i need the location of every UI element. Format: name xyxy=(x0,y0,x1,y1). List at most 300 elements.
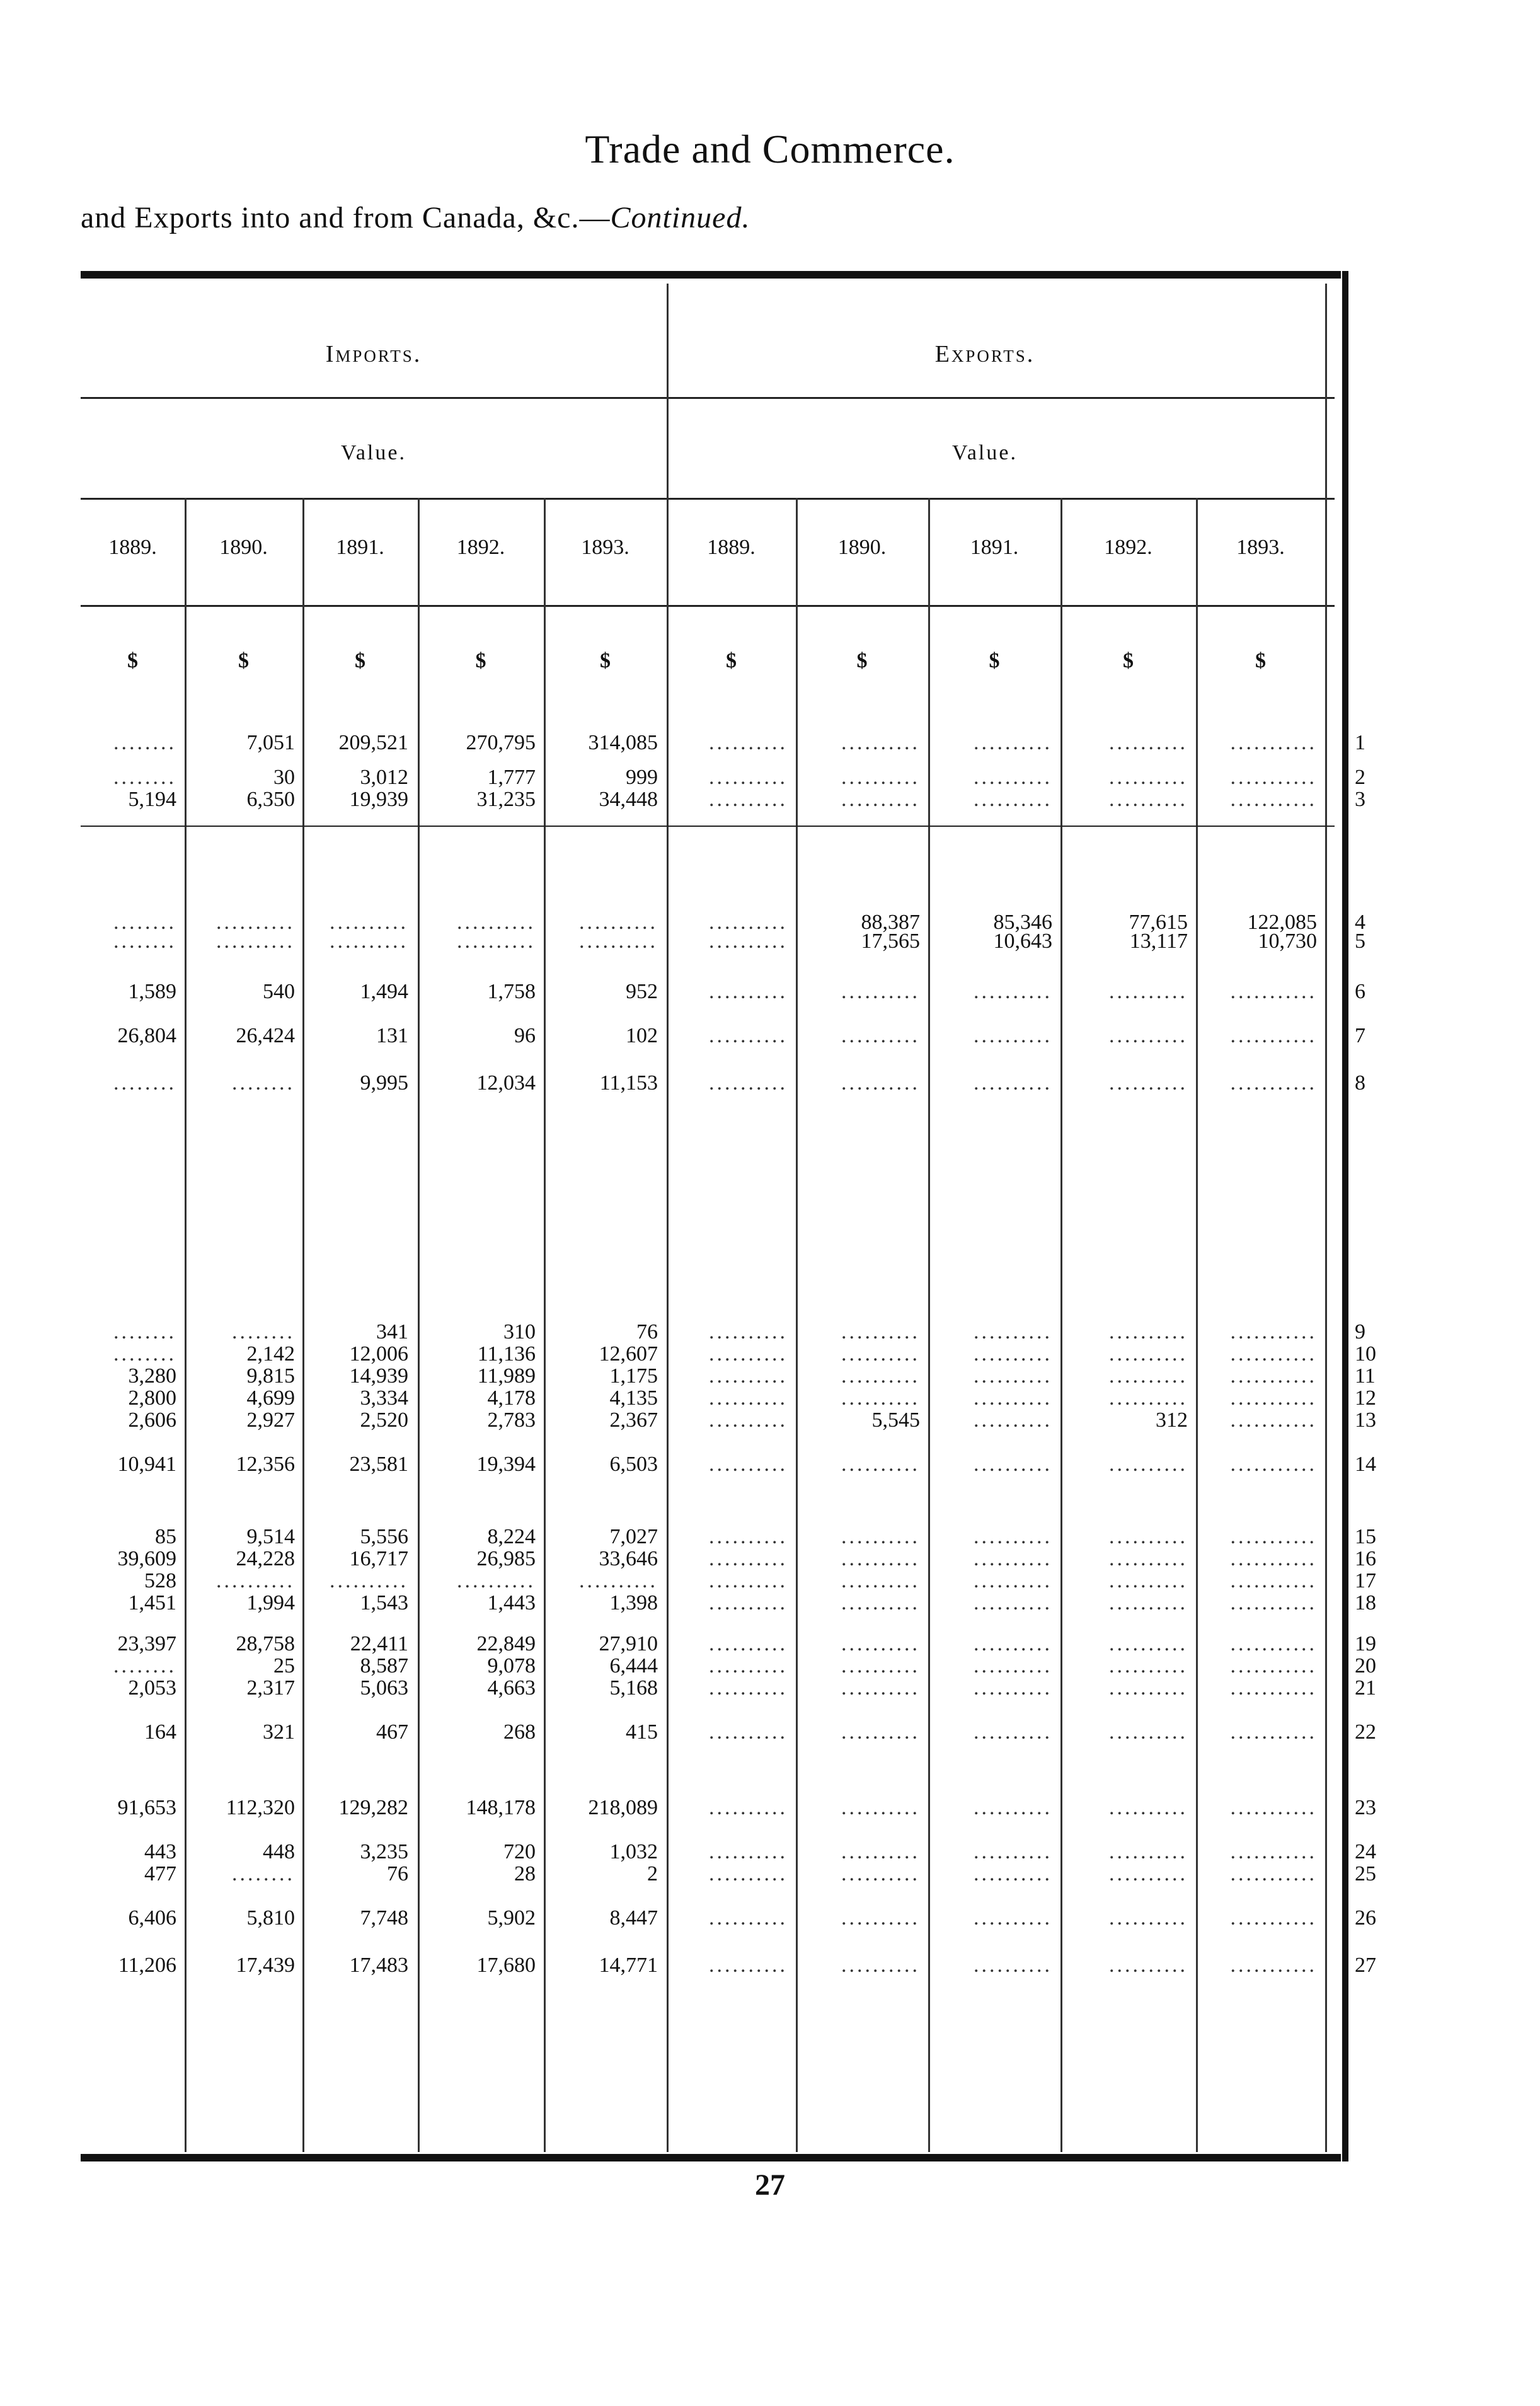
empty-cell-leader: .......... xyxy=(709,1862,788,1885)
empty-cell-leader: .......... xyxy=(974,1840,1052,1863)
value-cell: 12,006 xyxy=(349,1342,408,1366)
empty-cell-leader: .......... xyxy=(709,1364,788,1388)
empty-cell-leader: .......... xyxy=(1109,1024,1188,1047)
row-number: 23 xyxy=(1355,1796,1376,1819)
export-year-1890: 1890. xyxy=(837,536,887,559)
empty-cell-leader: ........... xyxy=(1230,766,1317,789)
value-cell: 19,394 xyxy=(476,1453,536,1476)
value-cell: 11,136 xyxy=(477,1342,536,1366)
table-top-rule xyxy=(81,271,1341,279)
value-cell: 96 xyxy=(514,1024,536,1047)
empty-cell-leader: .......... xyxy=(709,1408,788,1432)
caption-continued: Continued. xyxy=(610,201,750,234)
empty-cell-leader: .......... xyxy=(709,1840,788,1863)
value-cell: 31,235 xyxy=(476,788,536,811)
empty-cell-leader: .......... xyxy=(709,980,788,1003)
empty-cell-leader: .......... xyxy=(841,1453,920,1476)
empty-cell-leader: ........ xyxy=(113,1071,176,1095)
empty-cell-leader: ........... xyxy=(1230,1654,1317,1678)
value-cell: 112,320 xyxy=(226,1796,295,1819)
value-cell: 9,514 xyxy=(246,1525,295,1548)
empty-cell-leader: ........... xyxy=(1230,1386,1317,1410)
value-cell: 6,503 xyxy=(609,1453,658,1476)
empty-cell-leader: ........ xyxy=(232,1862,295,1885)
empty-cell-leader: .......... xyxy=(974,1632,1052,1655)
empty-cell-leader: .......... xyxy=(1109,1862,1188,1885)
row-number: 26 xyxy=(1355,1906,1376,1930)
empty-cell-leader: .......... xyxy=(841,1862,920,1885)
empty-cell-leader: .......... xyxy=(216,930,295,953)
empty-cell-leader: ........ xyxy=(113,1342,176,1366)
value-cell: 11,153 xyxy=(599,1071,658,1095)
value-cell: 8,447 xyxy=(609,1906,658,1930)
empty-cell-leader: .......... xyxy=(1109,1906,1188,1930)
currency-label: $ xyxy=(1123,649,1134,672)
value-cell: 443 xyxy=(144,1840,176,1863)
value-cell: 270,795 xyxy=(466,731,536,754)
value-cell: 5,194 xyxy=(128,788,176,811)
empty-cell-leader: .......... xyxy=(841,1569,920,1592)
empty-cell-leader: .......... xyxy=(709,930,788,953)
row-number: 21 xyxy=(1355,1676,1376,1700)
exports-header: Exports. xyxy=(934,341,1035,367)
empty-cell-leader: .......... xyxy=(1109,1954,1188,1977)
empty-cell-leader: .......... xyxy=(974,1320,1052,1344)
empty-cell-leader: .......... xyxy=(457,1569,536,1592)
value-cell: 1,758 xyxy=(487,980,536,1003)
value-cell: 23,397 xyxy=(117,1632,176,1655)
value-cell: 1,032 xyxy=(609,1840,658,1863)
row-number: 14 xyxy=(1355,1453,1376,1476)
empty-cell-leader: .......... xyxy=(1109,1342,1188,1366)
empty-cell-leader: .......... xyxy=(709,1024,788,1047)
value-cell: 85 xyxy=(155,1525,176,1548)
value-cell: 4,135 xyxy=(609,1386,658,1410)
value-cell: 7,027 xyxy=(609,1525,658,1548)
empty-cell-leader: .......... xyxy=(709,731,788,754)
value-cell: 27,910 xyxy=(599,1632,658,1655)
empty-cell-leader: ........... xyxy=(1230,1525,1317,1548)
empty-cell-leader: .......... xyxy=(841,788,920,811)
empty-cell-leader: .......... xyxy=(974,1525,1052,1548)
export-year-1893: 1893. xyxy=(1236,536,1285,559)
row-number: 5 xyxy=(1355,930,1365,953)
value-cell: 2,317 xyxy=(246,1676,295,1700)
value-cell: 2,367 xyxy=(609,1408,658,1432)
empty-cell-leader: .......... xyxy=(1109,1591,1188,1615)
value-cell: 5,545 xyxy=(871,1408,920,1432)
empty-cell-leader: .......... xyxy=(1109,1796,1188,1819)
empty-cell-leader: .......... xyxy=(709,1906,788,1930)
empty-cell-leader: .......... xyxy=(1109,1547,1188,1570)
value-cell: 30 xyxy=(273,766,295,789)
empty-cell-leader: .......... xyxy=(1109,980,1188,1003)
empty-cell-leader: .......... xyxy=(974,766,1052,789)
empty-cell-leader: .......... xyxy=(841,1320,920,1344)
row-number: 12 xyxy=(1355,1386,1376,1410)
value-cell: 28,758 xyxy=(236,1632,295,1655)
value-cell: 9,815 xyxy=(246,1364,295,1388)
value-cell: 33,646 xyxy=(599,1547,658,1570)
row-number: 18 xyxy=(1355,1591,1376,1615)
row-number: 17 xyxy=(1355,1569,1376,1592)
empty-cell-leader: ........... xyxy=(1230,731,1317,754)
value-cell: 528 xyxy=(144,1569,176,1592)
value-cell: 23,581 xyxy=(349,1453,408,1476)
value-cell: 8,587 xyxy=(360,1654,408,1678)
value-cell: 164 xyxy=(144,1720,176,1744)
section-separator xyxy=(81,826,1335,827)
value-cell: 25 xyxy=(273,1654,295,1678)
value-cell: 3,012 xyxy=(360,766,408,789)
empty-cell-leader: ........... xyxy=(1230,788,1317,811)
empty-cell-leader: ........... xyxy=(1230,1408,1317,1432)
row-number: 11 xyxy=(1355,1364,1376,1388)
empty-cell-leader: .......... xyxy=(974,1862,1052,1885)
empty-cell-leader: .......... xyxy=(974,1024,1052,1047)
value-cell: 5,902 xyxy=(487,1906,536,1930)
value-cell: 1,494 xyxy=(360,980,408,1003)
value-cell: 28 xyxy=(514,1862,536,1885)
value-cell: 9,078 xyxy=(487,1654,536,1678)
empty-cell-leader: .......... xyxy=(709,1453,788,1476)
value-cell: 102 xyxy=(626,1024,658,1047)
empty-cell-leader: .......... xyxy=(841,1591,920,1615)
value-cell: 209,521 xyxy=(338,731,408,754)
value-cell: 1,589 xyxy=(128,980,176,1003)
currency-label: $ xyxy=(127,649,138,672)
empty-cell-leader: .......... xyxy=(841,1342,920,1366)
empty-cell-leader: ........... xyxy=(1230,1862,1317,1885)
empty-cell-leader: ........... xyxy=(1230,1632,1317,1655)
empty-cell-leader: .......... xyxy=(709,788,788,811)
table-caption xyxy=(81,200,750,235)
value-cell: 1,777 xyxy=(487,766,536,789)
empty-cell-leader: .......... xyxy=(974,980,1052,1003)
row-number: 27 xyxy=(1355,1954,1376,1977)
header-divider-3 xyxy=(81,605,1335,607)
empty-cell-leader: .......... xyxy=(841,1796,920,1819)
empty-cell-leader: .......... xyxy=(330,1569,408,1592)
value-cell: 540 xyxy=(263,980,295,1003)
empty-cell-leader: .......... xyxy=(841,980,920,1003)
empty-cell-leader: .......... xyxy=(841,1364,920,1388)
value-cell: 34,448 xyxy=(599,788,658,811)
value-cell: 26,985 xyxy=(476,1547,536,1570)
value-cell: 22,849 xyxy=(476,1632,536,1655)
value-cell: 3,334 xyxy=(360,1386,408,1410)
empty-cell-leader: ........ xyxy=(232,1071,295,1095)
empty-cell-leader: .......... xyxy=(974,1591,1052,1615)
empty-cell-leader: .......... xyxy=(974,1547,1052,1570)
value-cell: 1,175 xyxy=(609,1364,658,1388)
value-cell: 448 xyxy=(263,1840,295,1863)
value-cell: 7,748 xyxy=(360,1906,408,1930)
value-cell: 477 xyxy=(144,1862,176,1885)
trade-table xyxy=(81,271,1341,2161)
empty-cell-leader: .......... xyxy=(841,1071,920,1095)
value-cell: 2,800 xyxy=(128,1386,176,1410)
empty-cell-leader: .......... xyxy=(709,1525,788,1548)
value-cell: 8,224 xyxy=(487,1525,536,1548)
row-number: 6 xyxy=(1355,980,1365,1003)
value-cell: 7,051 xyxy=(246,731,295,754)
value-cell: 2,927 xyxy=(246,1408,295,1432)
empty-cell-leader: .......... xyxy=(1109,1071,1188,1095)
value-cell: 14,771 xyxy=(599,1954,658,1977)
value-cell: 26,804 xyxy=(117,1024,176,1047)
empty-cell-leader: ........... xyxy=(1230,1840,1317,1863)
empty-cell-leader: .......... xyxy=(974,1954,1052,1977)
export-year-1891: 1891. xyxy=(970,536,1019,559)
empty-cell-leader: .......... xyxy=(841,1906,920,1930)
empty-cell-leader: ........... xyxy=(1230,1591,1317,1615)
row-number: 1 xyxy=(1355,731,1365,754)
value-cell: 467 xyxy=(376,1720,408,1744)
row-number: 8 xyxy=(1355,1071,1365,1095)
row-number: 9 xyxy=(1355,1320,1365,1344)
empty-cell-leader: .......... xyxy=(1109,1676,1188,1700)
value-cell: 2,783 xyxy=(487,1408,536,1432)
value-cell: 321 xyxy=(263,1720,295,1744)
value-cell: 5,168 xyxy=(609,1676,658,1700)
value-cell: 24,228 xyxy=(236,1547,295,1570)
empty-cell-leader: .......... xyxy=(709,911,788,934)
empty-cell-leader: .......... xyxy=(579,911,658,934)
empty-cell-leader: ........... xyxy=(1230,1071,1317,1095)
value-cell: 26,424 xyxy=(236,1024,295,1047)
empty-cell-leader: .......... xyxy=(974,1676,1052,1700)
empty-cell-leader: ........ xyxy=(113,911,176,934)
empty-cell-leader: .......... xyxy=(1109,1525,1188,1548)
empty-cell-leader: ........... xyxy=(1230,1320,1317,1344)
value-cell: 131 xyxy=(376,1024,408,1047)
empty-cell-leader: .......... xyxy=(974,1796,1052,1819)
currency-label: $ xyxy=(1255,649,1266,672)
value-cell: 3,235 xyxy=(360,1840,408,1863)
empty-cell-leader: .......... xyxy=(709,1654,788,1678)
empty-cell-leader: .......... xyxy=(1109,1720,1188,1744)
value-cell: 1,543 xyxy=(360,1591,408,1615)
caption-text: and Exports into and from Canada, &c.— xyxy=(81,201,611,234)
empty-cell-leader: ........ xyxy=(113,766,176,789)
currency-label: $ xyxy=(600,649,611,672)
row-number: 15 xyxy=(1355,1525,1376,1548)
empty-cell-leader: .......... xyxy=(709,1342,788,1366)
empty-cell-leader: .......... xyxy=(1109,1364,1188,1388)
value-cell: 12,356 xyxy=(236,1453,295,1476)
empty-cell-leader: .......... xyxy=(974,1364,1052,1388)
empty-cell-leader: ........... xyxy=(1230,1676,1317,1700)
value-cell: 1,994 xyxy=(246,1591,295,1615)
value-cell: 76 xyxy=(636,1320,658,1344)
empty-cell-leader: .......... xyxy=(974,1654,1052,1678)
empty-cell-leader: .......... xyxy=(709,1591,788,1615)
empty-cell-leader: .......... xyxy=(579,1569,658,1592)
empty-cell-leader: ........... xyxy=(1230,980,1317,1003)
empty-cell-leader: .......... xyxy=(841,1632,920,1655)
empty-cell-leader: ........... xyxy=(1230,1906,1317,1930)
empty-cell-leader: ........ xyxy=(113,1320,176,1344)
row-number: 10 xyxy=(1355,1342,1376,1366)
empty-cell-leader: .......... xyxy=(1109,1386,1188,1410)
empty-cell-leader: .......... xyxy=(841,766,920,789)
currency-label: $ xyxy=(726,649,737,672)
value-cell: 1,451 xyxy=(128,1591,176,1615)
value-cell: 11,989 xyxy=(477,1364,536,1388)
empty-cell-leader: .......... xyxy=(841,1024,920,1047)
value-cell: 19,939 xyxy=(349,788,408,811)
currency-label: $ xyxy=(355,649,365,672)
empty-cell-leader: .......... xyxy=(709,1796,788,1819)
value-cell: 17,565 xyxy=(861,930,920,953)
empty-cell-leader: .......... xyxy=(1109,1632,1188,1655)
value-cell: 952 xyxy=(626,980,658,1003)
export-year-1889: 1889. xyxy=(707,536,756,559)
empty-cell-leader: ........ xyxy=(113,731,176,754)
value-cell: 122,085 xyxy=(1247,911,1317,934)
empty-cell-leader: .......... xyxy=(841,1720,920,1744)
empty-cell-leader: .......... xyxy=(841,1840,920,1863)
empty-cell-leader: ........... xyxy=(1230,1569,1317,1592)
empty-cell-leader: .......... xyxy=(709,1569,788,1592)
value-cell: 16,717 xyxy=(349,1547,408,1570)
empty-cell-leader: .......... xyxy=(709,1547,788,1570)
currency-label: $ xyxy=(856,649,868,672)
empty-cell-leader: ........... xyxy=(1230,1720,1317,1744)
value-cell: 1,443 xyxy=(487,1591,536,1615)
value-cell: 4,178 xyxy=(487,1386,536,1410)
value-cell: 88,387 xyxy=(861,911,920,934)
empty-cell-leader: .......... xyxy=(974,1569,1052,1592)
empty-cell-leader: .......... xyxy=(841,1525,920,1548)
exports-value-header: Value. xyxy=(952,441,1018,464)
value-cell: 91,653 xyxy=(117,1796,176,1819)
row-number: 13 xyxy=(1355,1408,1376,1432)
empty-cell-leader: .......... xyxy=(974,1071,1052,1095)
empty-cell-leader: .......... xyxy=(841,1386,920,1410)
value-cell: 129,282 xyxy=(338,1796,408,1819)
empty-cell-leader: .......... xyxy=(841,1954,920,1977)
import-year-1893: 1893. xyxy=(581,536,629,559)
value-cell: 6,406 xyxy=(128,1906,176,1930)
row-number: 3 xyxy=(1355,788,1365,811)
value-cell: 2,606 xyxy=(128,1408,176,1432)
value-cell: 12,034 xyxy=(476,1071,536,1095)
empty-cell-leader: .......... xyxy=(974,1453,1052,1476)
empty-cell-leader: .......... xyxy=(709,1676,788,1700)
value-cell: 9,995 xyxy=(360,1071,408,1095)
value-cell: 218,089 xyxy=(588,1796,658,1819)
empty-cell-leader: .......... xyxy=(216,911,295,934)
value-cell: 11,206 xyxy=(118,1954,176,1977)
import-year-1890: 1890. xyxy=(219,536,268,559)
empty-cell-leader: .......... xyxy=(579,930,658,953)
empty-cell-leader: .......... xyxy=(709,766,788,789)
empty-cell-leader: .......... xyxy=(709,1720,788,1744)
empty-cell-leader: .......... xyxy=(1109,788,1188,811)
empty-cell-leader: .......... xyxy=(1109,1320,1188,1344)
value-cell: 4,663 xyxy=(487,1676,536,1700)
imports-header: Imports. xyxy=(325,341,422,367)
empty-cell-leader: .......... xyxy=(330,930,408,953)
empty-cell-leader: .......... xyxy=(974,1408,1052,1432)
empty-cell-leader: .......... xyxy=(974,788,1052,811)
value-cell: 10,730 xyxy=(1258,930,1317,953)
currency-label: $ xyxy=(475,649,486,672)
value-cell: 6,444 xyxy=(609,1654,658,1678)
value-cell: 10,941 xyxy=(117,1453,176,1476)
page-title: Trade and Commerce. xyxy=(585,127,955,171)
header-divider-1 xyxy=(81,397,1335,399)
empty-cell-leader: .......... xyxy=(709,1954,788,1977)
currency-label: $ xyxy=(989,649,1000,672)
row-number: 2 xyxy=(1355,766,1365,789)
value-cell: 14,939 xyxy=(349,1364,408,1388)
import-year-1891: 1891. xyxy=(336,536,384,559)
row-number: 22 xyxy=(1355,1720,1376,1744)
value-cell: 341 xyxy=(376,1320,408,1344)
row-number: 24 xyxy=(1355,1840,1376,1863)
value-cell: 5,063 xyxy=(360,1676,408,1700)
value-cell: 76 xyxy=(387,1862,408,1885)
empty-cell-leader: ........... xyxy=(1230,1364,1317,1388)
empty-cell-leader: ........ xyxy=(232,1320,295,1344)
value-cell: 2,053 xyxy=(128,1676,176,1700)
empty-cell-leader: ........... xyxy=(1230,1342,1317,1366)
value-cell: 268 xyxy=(503,1720,536,1744)
table-bottom-rule xyxy=(81,2154,1341,2161)
empty-cell-leader: ........... xyxy=(1230,1796,1317,1819)
empty-cell-leader: ........ xyxy=(113,1654,176,1678)
row-number: 19 xyxy=(1355,1632,1376,1655)
value-cell: 1,398 xyxy=(609,1591,658,1615)
table-right-border xyxy=(1342,271,1348,2161)
value-cell: 2,520 xyxy=(360,1408,408,1432)
value-cell: 314,085 xyxy=(588,731,658,754)
value-cell: 310 xyxy=(503,1320,536,1344)
import-year-1892: 1892. xyxy=(456,536,505,559)
value-cell: 312 xyxy=(1156,1408,1188,1432)
value-cell: 999 xyxy=(626,766,658,789)
empty-cell-leader: .......... xyxy=(841,1676,920,1700)
value-cell: 17,483 xyxy=(349,1954,408,1977)
empty-cell-leader: .......... xyxy=(709,1632,788,1655)
empty-cell-leader: .......... xyxy=(974,1386,1052,1410)
row-number: 25 xyxy=(1355,1862,1376,1885)
row-number: 4 xyxy=(1355,911,1365,934)
empty-cell-leader: ........ xyxy=(113,930,176,953)
row-number: 7 xyxy=(1355,1024,1365,1047)
header-divider-2 xyxy=(81,498,1335,500)
table-inner-right-line xyxy=(1325,284,1327,2152)
row-number: 16 xyxy=(1355,1547,1376,1570)
value-cell: 5,556 xyxy=(360,1525,408,1548)
empty-cell-leader: .......... xyxy=(841,1654,920,1678)
empty-cell-leader: .......... xyxy=(974,1342,1052,1366)
empty-cell-leader: .......... xyxy=(457,911,536,934)
empty-cell-leader: .......... xyxy=(841,1547,920,1570)
value-cell: 22,411 xyxy=(350,1632,408,1655)
empty-cell-leader: .......... xyxy=(709,1071,788,1095)
value-cell: 10,643 xyxy=(993,930,1052,953)
empty-cell-leader: .......... xyxy=(1109,1453,1188,1476)
value-cell: 5,810 xyxy=(246,1906,295,1930)
empty-cell-leader: .......... xyxy=(974,1720,1052,1744)
empty-cell-leader: .......... xyxy=(1109,1569,1188,1592)
page-number: 27 xyxy=(755,2168,785,2202)
value-cell: 77,615 xyxy=(1129,911,1188,934)
